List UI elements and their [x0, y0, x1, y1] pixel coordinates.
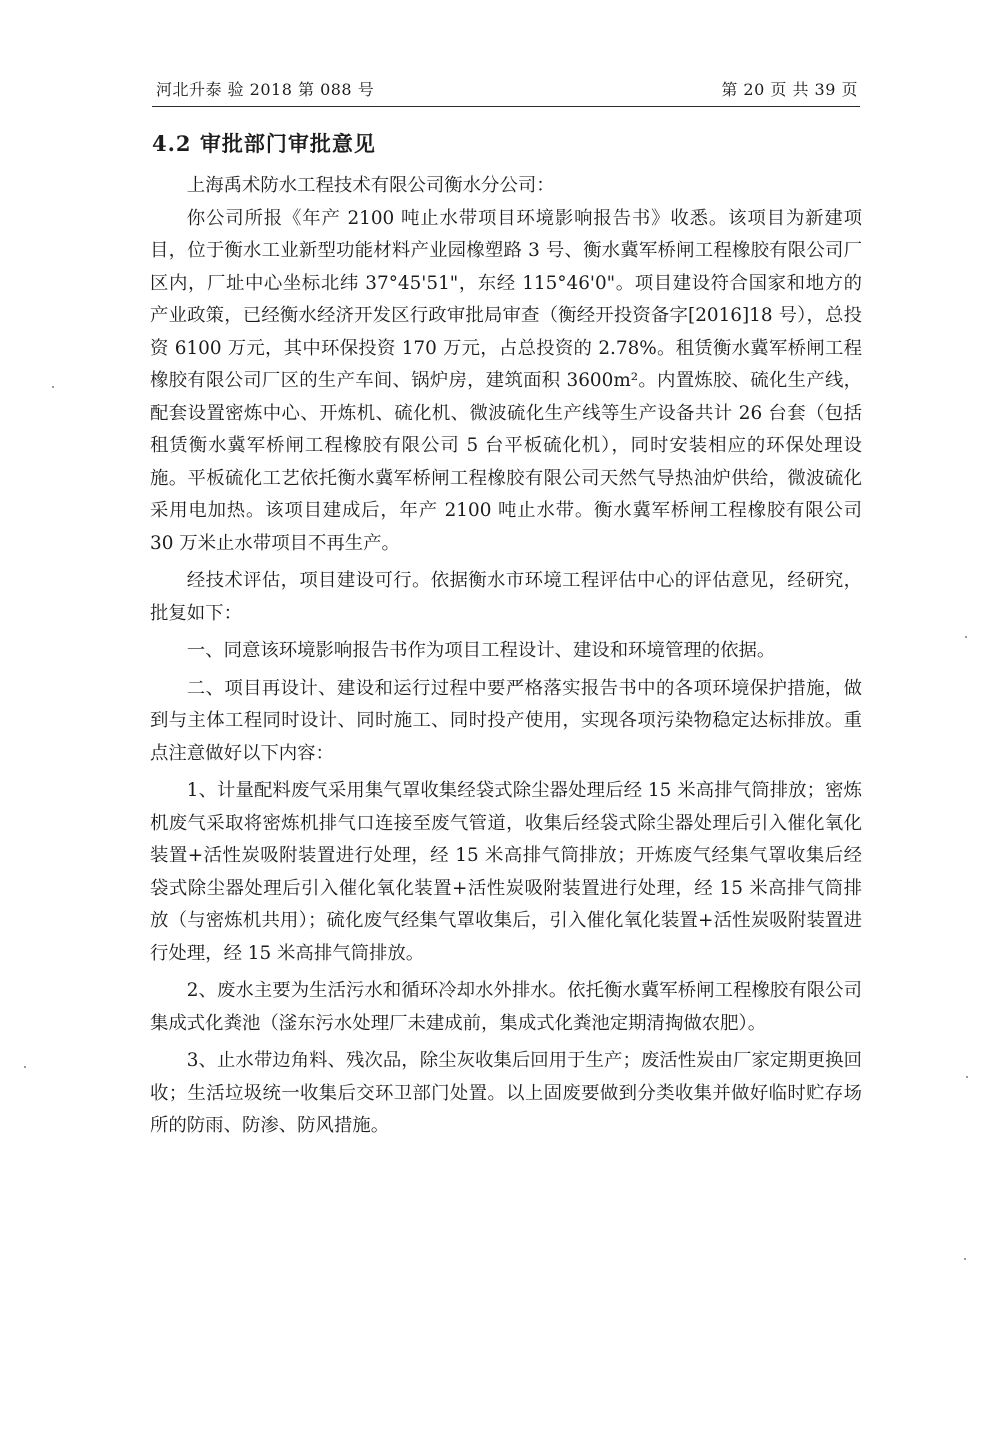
scan-speck: [966, 1076, 968, 1078]
document-number: 河北升泰 验 2018 第 088 号: [156, 80, 375, 99]
page-header: [152, 72, 860, 107]
body-paragraph: 1、计量配料废气采用集气罩收集经袋式除尘器处理后经 15 米高排气筒排放；密炼机废气采取将密炼机排气口连接至废气管道，收集后经袋式除尘器处理后引入催化氧化装置+活性炭吸附装置进行处理，经 15 米高排气筒排放；开炼废气经集气罩收集后经袋式除尘器处理后引入催化氧化装置+活性炭吸附装置进行处理，经 15 米高排气筒排放（与密炼机共用）；硫化废气经集气罩收集后，引入催化氧化装置+活性炭吸附装置进行处理，经 15 米高排气筒排放。: [150, 780, 862, 964]
scan-speck: [52, 386, 54, 388]
scan-speck: [964, 1258, 966, 1260]
scan-speck: [965, 636, 967, 638]
section-title: 4.2 审批部门审批意见: [152, 131, 376, 156]
body-paragraph: 二、项目再设计、建设和运行过程中要严格落实报告书中的各项环境保护措施，做到与主体工程同时设计、同时施工、同时投产使用，实现各项污染物稳定达标排放。重点注意做好以下内容：: [150, 677, 862, 764]
body-paragraph: 一、同意该环境影响报告书作为项目工程设计、建设和环境管理的依据。: [186, 640, 776, 661]
addressee-paragraph: 上海禹术防水工程技术有限公司衡水分公司：: [186, 175, 555, 196]
body-paragraph: 你公司所报《年产 2100 吨止水带项目环境影响报告书》收悉。该项目为新建项目，位于衡水工业新型功能材料产业园橡塑路 3 号、衡水冀军桥闸工程橡胶有限公司厂区内，厂址中心坐标北纬 37°45'51"，东经 115°46'0"。项目建设符合国家和地方的产业政策，已经衡水经济开发区行政审批局审查（衡经开投资备字[2016]18 号），总投资 6100 万元，其中环保投资 170 万元，占总投资的 2.78%。租赁衡水冀军桥闸工程橡胶有限公司厂区的生产车间、锅炉房，建筑面积 3600m²。内置炼胶、硫化生产线，配套设置密炼中心、开炼机、硫化机、微波硫化生产线等生产设备共计 26 台套（包括租赁衡水冀军桥闸工程橡胶有限公司 5 台平板硫化机），同时安装相应的环保处理设施。平板硫化工艺依托衡水冀军桥闸工程橡胶有限公司天然气导热油炉供给，微波硫化采用电加热。该项目建成后，年产 2100 吨止水带。衡水冀军桥闸工程橡胶有限公司 30 万米止水带项目不再生产。: [150, 207, 862, 554]
body-paragraph: 经技术评估，项目建设可行。依据衡水市环境工程评估中心的评估意见，经研究，批复如下：: [150, 570, 862, 624]
page-indicator: 第 20 页 共 39 页: [721, 80, 858, 99]
body-paragraph: 2、废水主要为生活污水和循环冷却水外排水。依托衡水冀军桥闸工程橡胶有限公司集成式化粪池（滏东污水处理厂未建成前，集成式化粪池定期清掏做农肥）。: [150, 980, 862, 1034]
body-text: [150, 170, 862, 1148]
body-paragraph: 3、止水带边角料、残次品，除尘灰收集后回用于生产；废活性炭由厂家定期更换回收；生活垃圾统一收集后交环卫部门处置。以上固废要做到分类收集并做好临时贮存场所的防雨、防渗、防风措施。: [150, 1050, 862, 1136]
scan-speck: [24, 1066, 26, 1068]
